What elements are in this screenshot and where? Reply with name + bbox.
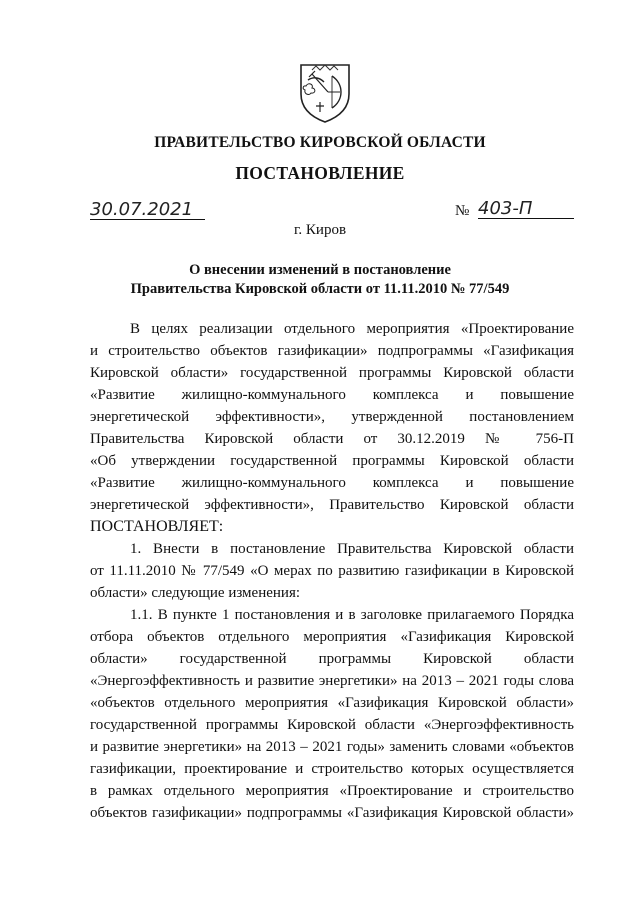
document-body — [90, 318, 574, 824]
body-line: от 11.11.2010 № 77/549 «О мерах по развитию газификации в Кировской — [90, 563, 574, 579]
body-line: области» следующие изменения: — [90, 585, 301, 601]
body-line: Правительства Кировской области от 30.12.2019 № 756-П — [90, 431, 574, 447]
body-line: объектов газификации» подпрограммы «Газификация Кировской области» — [90, 805, 574, 821]
government-name: ПРАВИТЕЛЬСТВО КИРОВСКОЙ ОБЛАСТИ — [154, 134, 486, 151]
body-line: ПОСТАНОВЛЯЕТ: — [90, 518, 224, 535]
document-number: 403-П — [478, 200, 574, 219]
body-line: Кировской области» государственной программы Кировской области — [90, 365, 574, 381]
body-line: в рамках отдельного мероприятия «Проектирование и строительство — [90, 783, 574, 799]
subject-line: О внесении изменений в постановление — [189, 262, 451, 278]
body-line: энергетической эффективности», Правительство Кировской области — [90, 497, 574, 513]
document-date: 30.07.2021 — [90, 201, 205, 220]
body-line: энергетической эффективности», утвержденной постановлением — [90, 409, 574, 425]
body-line: «объектов отдельного мероприятия «Газификация Кировской области» — [90, 695, 574, 711]
body-line: государственной программы Кировской области «Энергоэффективность — [90, 717, 574, 733]
body-line: «Развитие жилищно-коммунального комплекса и повышение — [90, 387, 574, 403]
body-line: «Развитие жилищно-коммунального комплекса и повышение — [90, 475, 574, 491]
number-label: № — [455, 203, 470, 219]
body-line: и развитие энергетики» на 2013 – 2021 годы» заменить словами «объектов — [90, 739, 574, 755]
coat-of-arms-icon — [298, 62, 352, 124]
body-line: отбора объектов отдельного мероприятия «Газификация Кировской — [90, 629, 574, 645]
body-line: В целях реализации отдельного мероприятия «Проектирование — [130, 321, 574, 337]
body-line: и строительство объектов газификации» подпрограммы «Газификация — [90, 343, 574, 359]
body-line: «Об утверждении государственной программы Кировской области — [90, 453, 574, 469]
subject-line: Правительства Кировской области от 11.11.2010 № 77/549 — [130, 281, 510, 297]
body-line: «Энергоэффективность и развитие энергетики» на 2013 – 2021 годы слова — [90, 673, 574, 689]
city: г. Киров — [293, 222, 347, 238]
body-line: 1. Внести в постановление Правительства Кировской области — [130, 541, 574, 557]
body-line: 1.1. В пункте 1 постановления и в заголовке прилагаемого Порядка — [130, 607, 574, 623]
body-line: области» государственной программы Кировской области — [90, 651, 574, 667]
body-line: газификации, проектирование и строительство которых осуществляется — [90, 761, 574, 777]
document-type: ПОСТАНОВЛЕНИЕ — [235, 163, 405, 183]
